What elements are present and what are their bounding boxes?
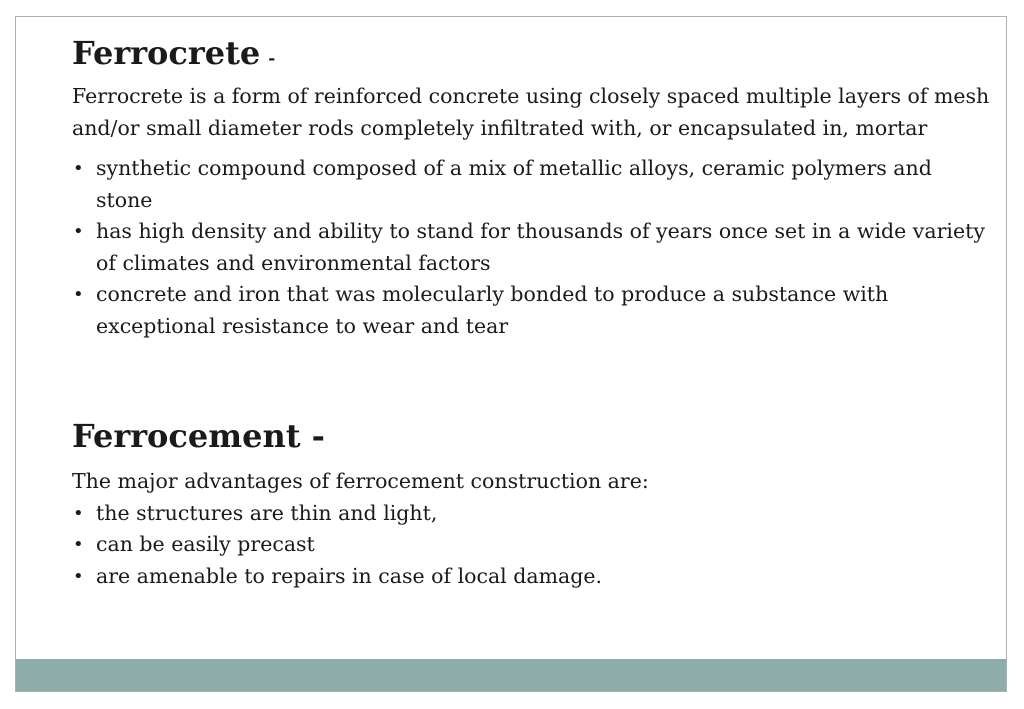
list-item	[72, 529, 992, 561]
bullet-icon: •	[73, 502, 84, 524]
ferrocrete-definition: Ferrocrete is a form of reinforced concrete using closely spaced multiple layers of mesh and/or small diameter rods completely infiltrated with, or encapsulated in, mortar	[72, 84, 990, 140]
list-item-text: are amenable to repairs in case of local damage.	[96, 563, 603, 588]
footer-bar	[16, 659, 1006, 691]
list-item-text: has high density and ability to stand for thousands of years once set in a wide variety of climates and environmental factors	[96, 219, 985, 275]
list-item	[72, 279, 992, 342]
list-item-text: synthetic compound composed of a mix of metallic alloys, ceramic polymers and stone	[96, 156, 932, 212]
slide-frame	[15, 16, 1007, 692]
list-item	[72, 153, 992, 216]
section-title-ferrocrete	[72, 31, 992, 81]
bullet-icon: •	[73, 534, 84, 555]
list-item-text: can be easily precast	[96, 532, 315, 556]
list-item-text: concrete and iron that was molecularly bonded to produce a substance with exceptional resistance to wear and tear	[96, 282, 889, 338]
list-item	[72, 498, 992, 530]
bullet-icon: •	[73, 158, 84, 179]
ferrocement-intro: The major advantages of ferrocement construction are:	[72, 469, 649, 493]
slide-content	[72, 31, 992, 592]
section-title-text: Ferrocrete	[72, 34, 261, 72]
list-item-text: the structures are thin and light,	[96, 500, 438, 525]
ferrocrete-bullet-list	[72, 153, 992, 342]
list-item	[72, 216, 992, 279]
ferrocement-bullet-list	[72, 498, 992, 593]
bullet-icon: •	[73, 221, 84, 242]
section-title-ferrocement: Ferrocement -	[72, 417, 325, 455]
section-title-dash: -	[268, 49, 276, 69]
bullet-icon: •	[73, 565, 84, 587]
list-item	[72, 561, 992, 593]
bullet-icon: •	[73, 284, 84, 305]
